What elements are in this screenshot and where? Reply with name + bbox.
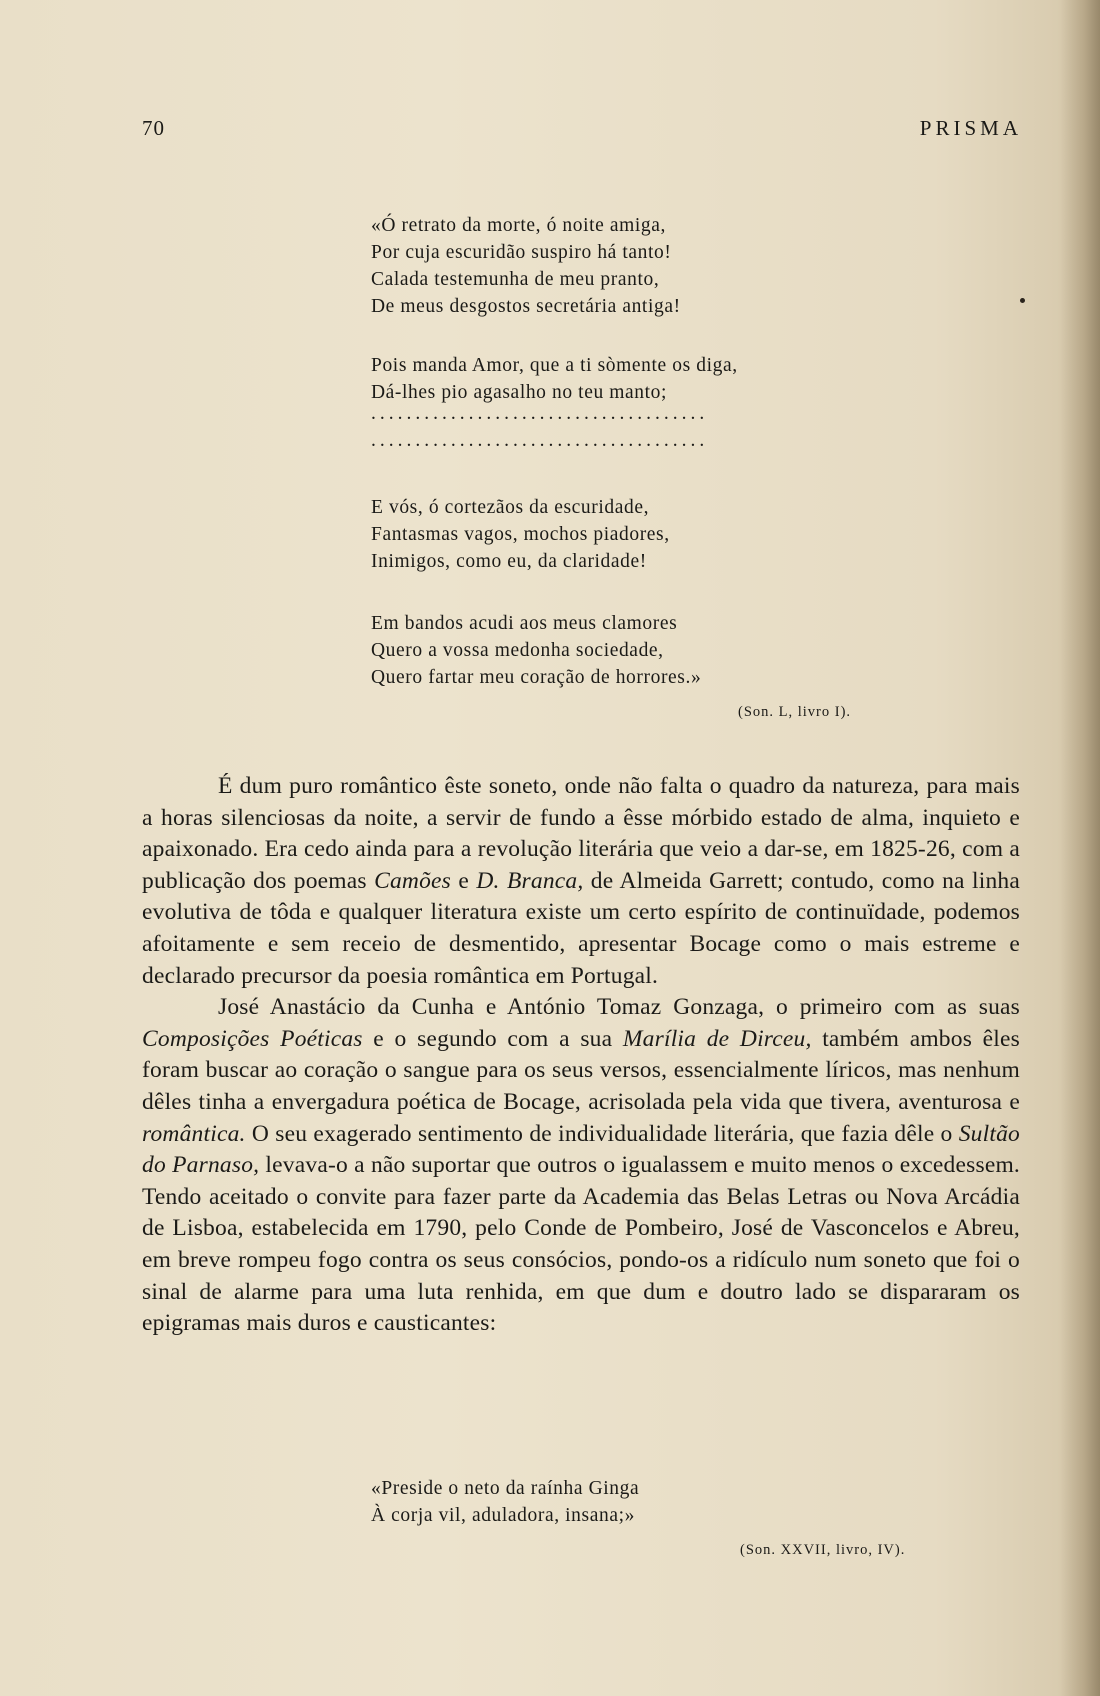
text-run: levava-o a não suportar que outros o igualassem e muito menos o excedessem. Tendo aceitado o convite para fazer parte da Academia das Belas Letras ou Nova Arcádia de Lisboa, estabelecida em 1790, pelo Conde de Pombeiro, José de Vasconcelos e Abreu, em breve rompeu fogo contra os seus consócios, pondo-os a ridículo num soneto que foi o sinal de alarme para uma luta renhida, em que dum e doutro lado se dispararam os epigramas mais duros e causticantes: bbox=[142, 1152, 1021, 1337]
verse-line: E vós, ó cortezãos da escuridade, bbox=[371, 497, 650, 518]
verse-line: «Ó retrato da morte, ó noite amiga, bbox=[371, 215, 666, 236]
italic-title: Sultão do Parnaso, bbox=[142, 1120, 1020, 1179]
verse-line: «Preside o neto da raínha Ginga bbox=[371, 1478, 640, 1499]
text-run: É dum puro romântico êste soneto, onde não falta o quadro da natureza, para mais a horas silenciosas da noite, a servir de fundo a êsse mórbido estado de alma, inquieto e apaixonado. Era cedo ainda para a revolução literária que veio a dar-se, em 1825-26, com a publicação dos poemas bbox=[142, 773, 1020, 894]
poem-stanza-4 bbox=[371, 610, 701, 691]
text-run: José Anastácio da Cunha e António Tomaz Gonzaga, o primeiro com as suas bbox=[218, 994, 1020, 1021]
verse-line: Por cuja escuridão suspiro há tanto! bbox=[371, 242, 672, 263]
poem-citation: (Son. XXVII, livro, IV). bbox=[740, 1542, 906, 1558]
poem-stanza-1 bbox=[371, 212, 681, 320]
text-run: de Almeida Garrett; contudo, como na linha evolutiva de tôda e qualquer literatura existe um certo espírito de continuïdade, podemos afoitamente e sem receio de desmentido, apresentar Bocage como o mais estreme e declarado precursor da poesia romântica em Portugal. bbox=[142, 867, 1020, 989]
poem-2 bbox=[371, 1475, 639, 1529]
italic-title: Camões bbox=[374, 867, 452, 894]
verse-line: Em bandos acudi aos meus clamores bbox=[371, 613, 678, 634]
paragraph bbox=[142, 771, 1020, 992]
running-title: PRISMA bbox=[919, 116, 1022, 140]
paper-speck bbox=[1020, 298, 1025, 303]
italic-title: Marília de Dirceu, bbox=[622, 1025, 812, 1052]
italic-title: D. Branca, bbox=[476, 867, 584, 894]
poem-stanza-3 bbox=[371, 494, 670, 575]
ellipsis-line: ...................................... bbox=[371, 430, 709, 451]
verse-line: Inimigos, como eu, da claridade! bbox=[371, 551, 647, 572]
verse-line: Quero fartar meu coração de horrores.» bbox=[371, 667, 702, 688]
italic-title: Composições Poéticas bbox=[142, 1025, 363, 1052]
text-run: e o segundo com a sua bbox=[362, 1025, 623, 1052]
verse-line: Calada testemunha de meu pranto, bbox=[371, 269, 660, 290]
body-text bbox=[142, 771, 1020, 1340]
poem-stanza-2 bbox=[371, 352, 738, 406]
page-number: 70 bbox=[142, 116, 165, 140]
paragraph bbox=[142, 992, 1020, 1340]
page-edge-shadow bbox=[1060, 0, 1100, 1696]
verse-line: Pois manda Amor, que a ti sòmente os diga, bbox=[371, 355, 738, 376]
poem-citation: (Son. L, livro I). bbox=[738, 704, 852, 720]
verse-line: Fantasmas vagos, mochos piadores, bbox=[371, 524, 670, 545]
page-header bbox=[142, 116, 1022, 146]
verse-line: Quero a vossa medonha sociedade, bbox=[371, 640, 664, 661]
text-run: e bbox=[451, 867, 477, 894]
verse-line: De meus desgostos secretária antiga! bbox=[371, 296, 681, 317]
italic-word: romântica. bbox=[142, 1120, 246, 1147]
text-run: também ambos êles foram buscar ao coração o sangue para os seus versos, essencialmente líricos, mas nenhum dêles tinha a envergadura poética de Bocage, acrisolada pela vida que tivera, aventurosa e bbox=[142, 1025, 1021, 1115]
text-run: O seu exagerado sentimento de individualidade literária, que fazia dêle o bbox=[245, 1120, 959, 1147]
ellipsis-line: ...................................... bbox=[371, 403, 709, 424]
verse-line: Dá-lhes pio agasalho no teu manto; bbox=[371, 382, 668, 403]
verse-line: À corja vil, aduladora, insana;» bbox=[371, 1505, 635, 1526]
